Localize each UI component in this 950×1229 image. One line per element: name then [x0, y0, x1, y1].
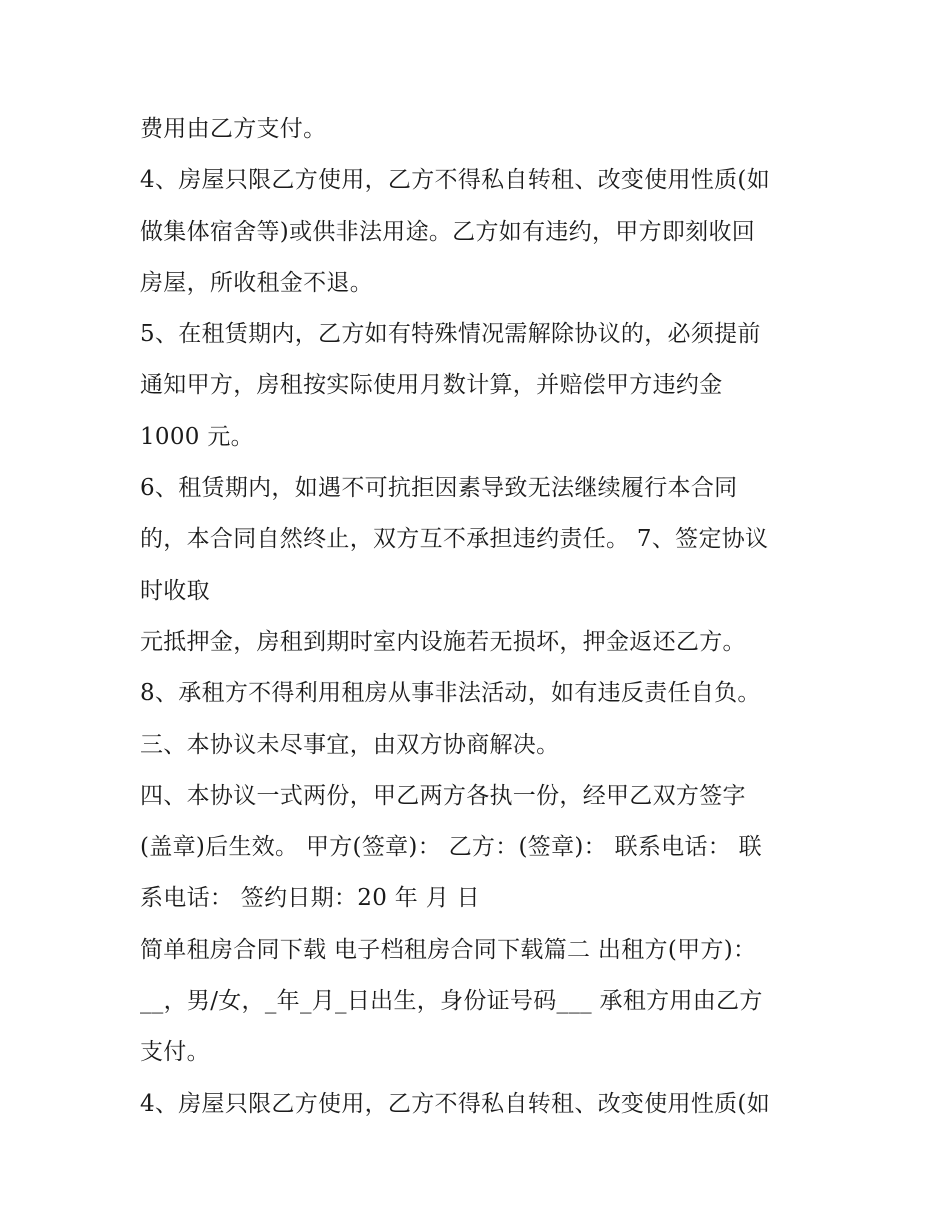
text-line: 支付。 — [140, 1039, 210, 1066]
text-line: 4、房屋只限乙方使用，乙方不得私自转租、改变使用性质(如 — [140, 167, 771, 194]
text-line: 费用由乙方支付。 — [140, 116, 327, 142]
text-line: __，男/女，_年_月_日出生，身份证号码___ 承租方用由乙方 — [140, 988, 763, 1015]
text-line: 5、在租赁期内，乙方如有特殊情况需解除协议的，必须提前 — [140, 321, 761, 348]
text-line: 系电话： 签约日期：20 年 月 日 — [140, 885, 480, 912]
text-line: 6、租赁期内，如遇不可抗拒因素导致无法继续履行本合同 — [140, 475, 738, 502]
contract-text — [140, 104, 820, 1130]
text-line: 做集体宿舍等)或供非法用途。乙方如有违约，甲方即刻收回 — [140, 218, 756, 245]
text-line: 通知甲方，房租按实际使用月数计算，并赔偿甲方违约金 — [140, 372, 723, 399]
text-line: 三、本协议未尽事宜，由双方协商解决。 — [140, 731, 560, 758]
text-line: 四、本协议一式两份，甲乙两方各执一份，经甲乙双方签字 — [140, 782, 746, 809]
text-line: 时收取 — [140, 577, 210, 604]
text-line: 4、房屋只限乙方使用，乙方不得私自转租、改变使用性质(如 — [140, 1090, 771, 1117]
text-line: 1000 元。 — [140, 423, 254, 450]
text-line: 简单租房合同下载 电子档租房合同下载篇二 出租方(甲方)： — [140, 936, 757, 963]
text-line: 房屋，所收租金不退。 — [140, 269, 373, 296]
text-line: (盖章)后生效。 甲方(签章)： 乙方：(签章)： 联系电话： 联 — [140, 834, 762, 861]
text-line: 的，本合同自然终止，双方互不承担违约责任。 7、签定协议 — [140, 526, 769, 553]
text-line: 元抵押金，房租到期时室内设施若无损坏，押金返还乙方。 — [140, 628, 746, 655]
text-line: 8、承租方不得利用租房从事非法活动，如有违反责任自负。 — [140, 680, 761, 707]
